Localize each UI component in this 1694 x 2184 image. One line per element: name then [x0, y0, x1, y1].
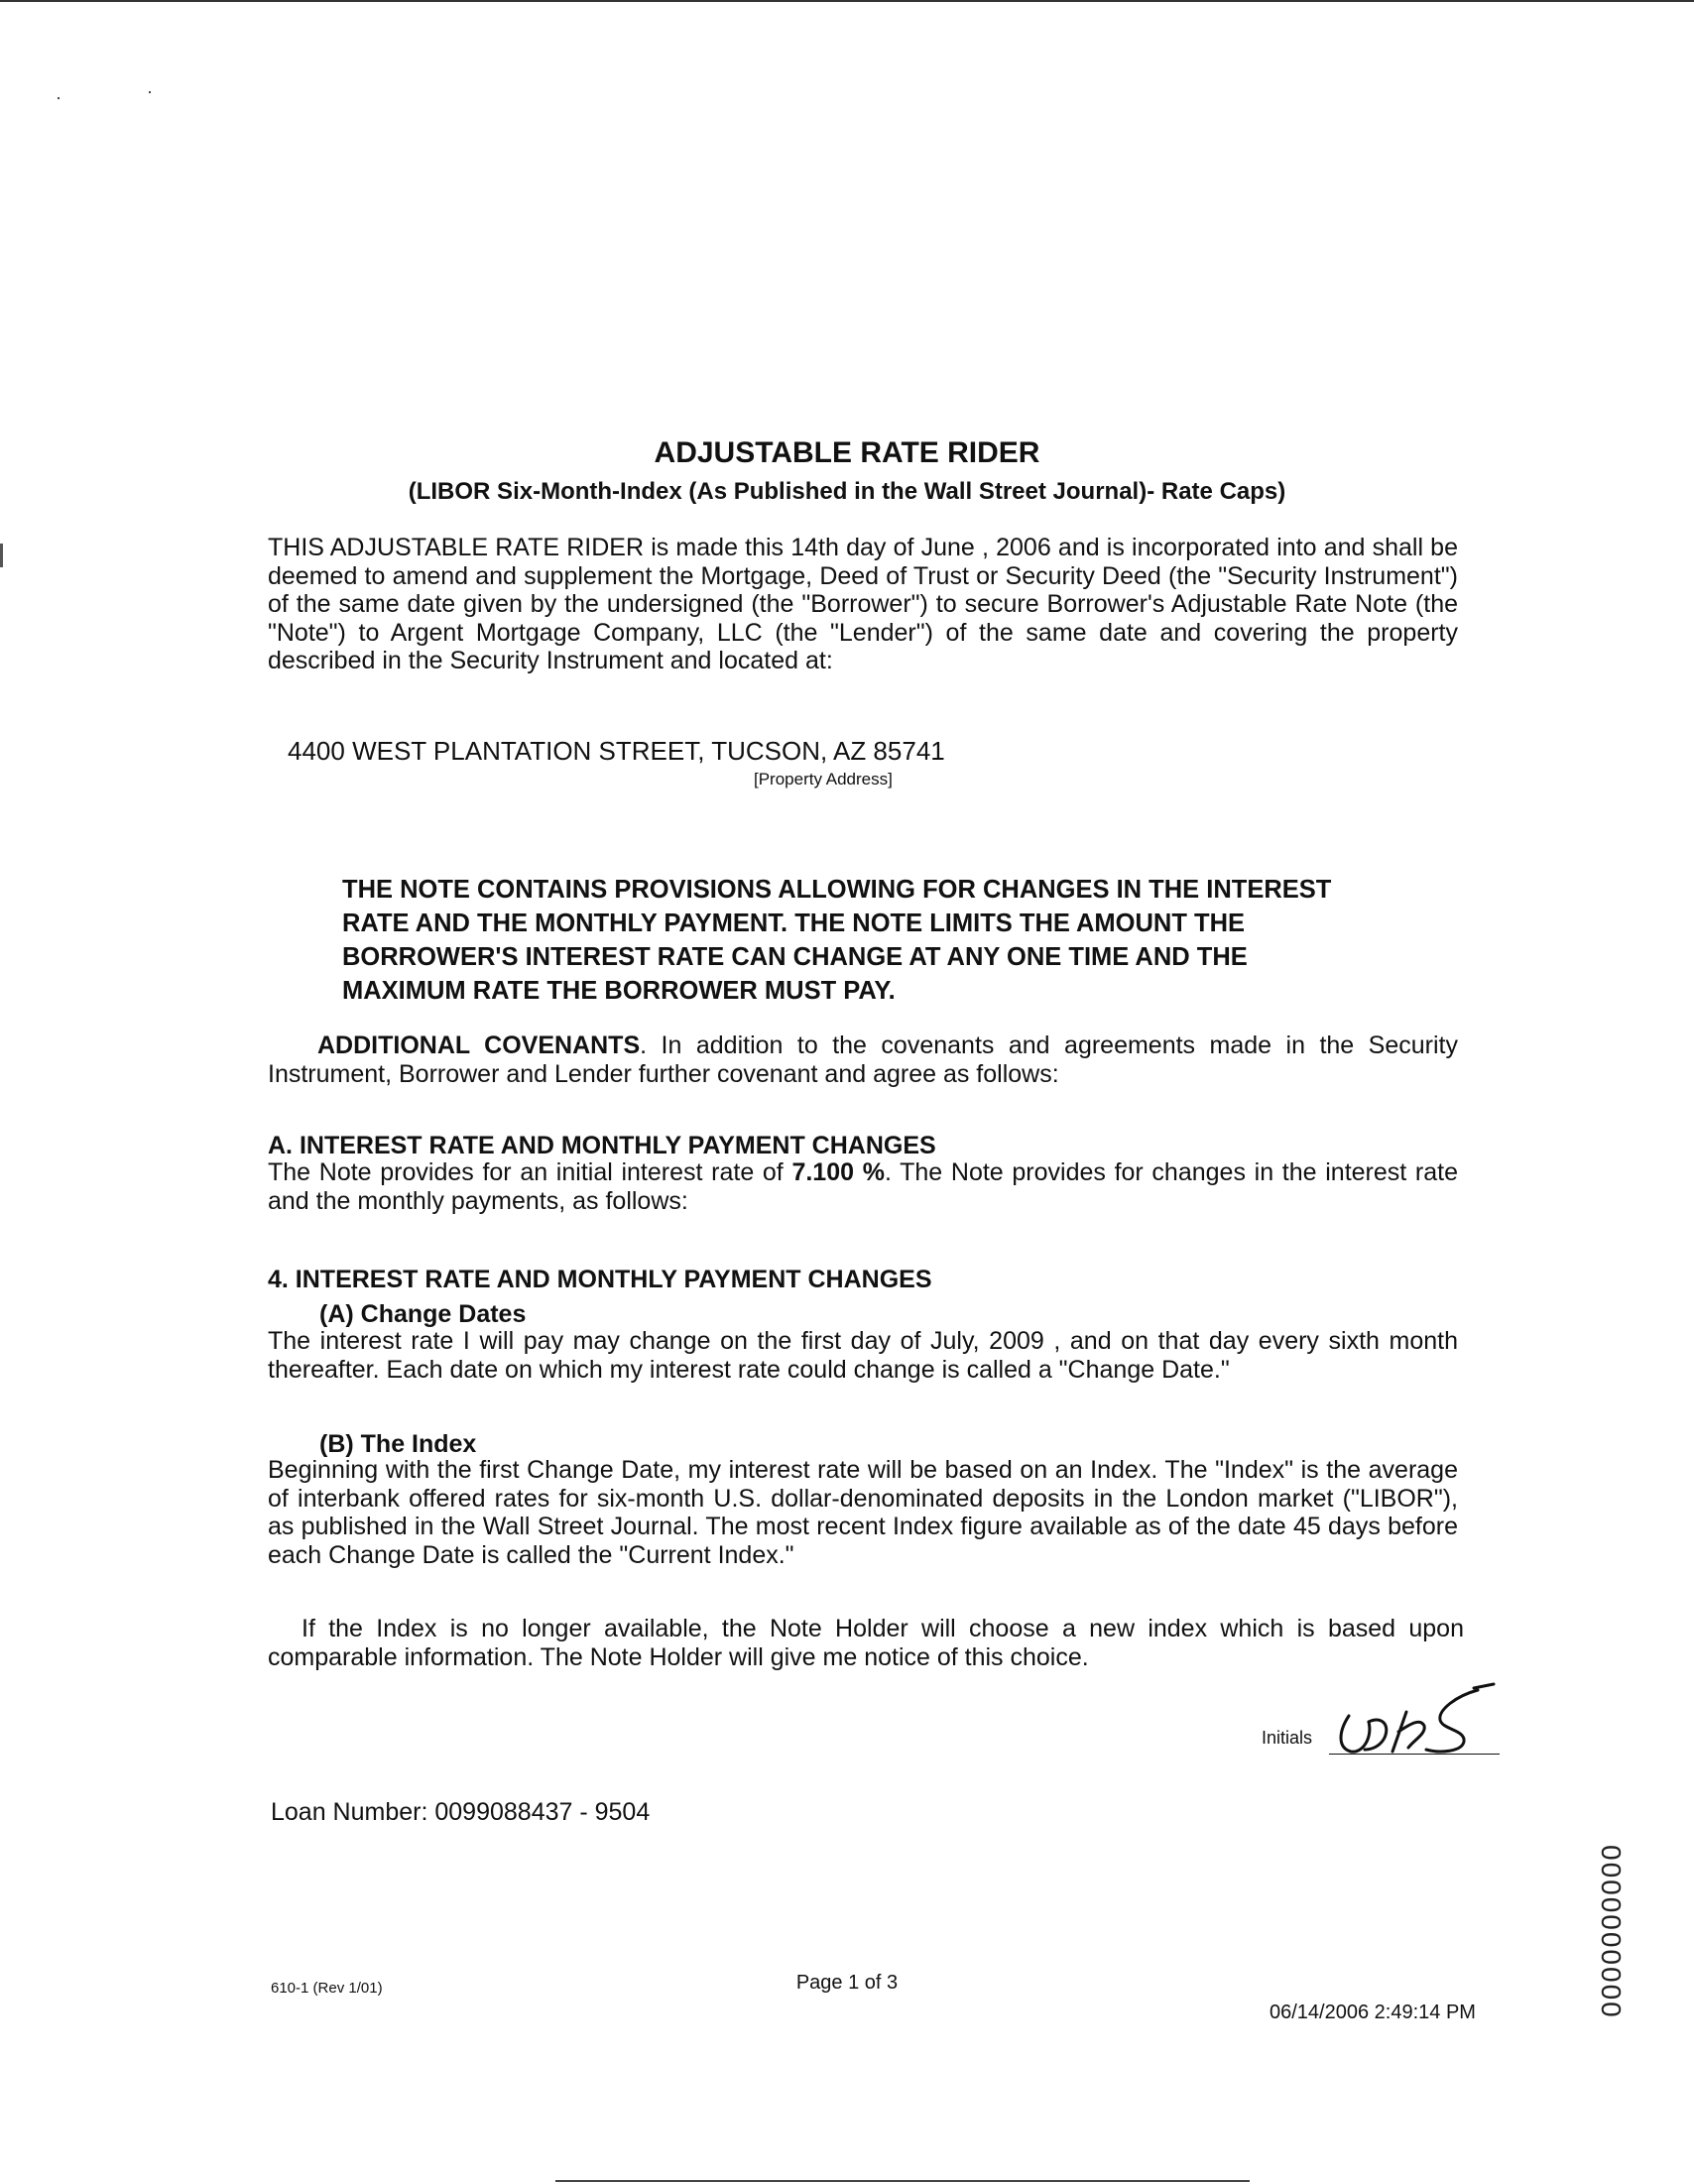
initials-label: Initials [1262, 1728, 1313, 1748]
scan-edge-top [0, 0, 1694, 2]
covenants-heading: ADDITIONAL COVENANTS [317, 1031, 641, 1059]
additional-covenants-paragraph [268, 1031, 1458, 1088]
index-heading: (B) The Index [319, 1430, 477, 1458]
page-number: Page 1 of 3 [795, 1972, 899, 1994]
property-address: 4400 WEST PLANTATION STREET, TUCSON, AZ 85741 [288, 736, 945, 766]
side-stamp-number: 0000000000 [1596, 1845, 1627, 2019]
scan-edge-left [0, 544, 3, 567]
index-paragraph: Beginning with the first Change Date, my interest rate will be based on an Index. The "Index" is the average of interbank offered rates for six-month U.S. dollar-denominated deposits in the London market ("LIBOR"), as published in the Wall Street Journal. The most recent Index figure available as of the date 45 days before each Change Date is called the "Current Index." [268, 1456, 1458, 1569]
loan-number: Loan Number: 0099088437 - 9504 [271, 1798, 651, 1826]
section-a-heading: A. INTEREST RATE AND MONTHLY PAYMENT CHANGES [268, 1132, 936, 1159]
section-a-paragraph [268, 1158, 1458, 1215]
section-a-text-after: . The Note provides for changes in the interest rate and the monthly payments, as follows: [268, 1158, 1458, 1215]
intro-paragraph: THIS ADJUSTABLE RATE RIDER is made this 14th day of June , 2006 and is incorporated into and shall be deemed to amend and supplement the Mortgage, Deed of Trust or Security Deed (the "Security Instrument") of the same date given by the undersigned (the "Borrower") to secure Borrower's Adjustable Rate Note (the "Note") to Argent Mortgage Company, LLC (the "Lender") of the same date and covering the property described in the Security Instrument and located at: [268, 534, 1458, 674]
section-a-text-before: The Note provides for an initial interest rate of [268, 1158, 792, 1186]
notice-paragraph: THE NOTE CONTAINS PROVISIONS ALLOWING FOR CHANGES IN THE INTEREST RATE AND THE MONTHLY PAYMENT. THE NOTE LIMITS THE AMOUNT THE BORROWER'S INTEREST RATE CAN CHANGE AT ANY ONE TIME AND THE MAXIMUM RATE THE BORROWER MUST PAY. [342, 876, 1332, 1005]
index-unavailable-paragraph [268, 1615, 1464, 1671]
handwritten-initials-signature [1329, 1676, 1508, 1765]
covenants-text: . In addition to the covenants and agreements made in the Security Instrument, Borrower and Lender further covenant and agree as follows: [268, 1031, 1458, 1088]
form-number: 610-1 (Rev 1/01) [271, 1980, 383, 1997]
document-subtitle: (LIBOR Six-Month-Index (As Published in the Wall Street Journal)- Rate Caps) [408, 478, 1286, 505]
print-timestamp: 06/14/2006 2:49:14 PM [1270, 2002, 1476, 2023]
document-title: ADJUSTABLE RATE RIDER [654, 436, 1040, 469]
scan-speck [149, 91, 151, 93]
change-dates-paragraph: The interest rate I will pay may change on the first day of July, 2009 , and on that day every sixth month thereafter. Each date on which my interest rate could change is called a "Change Date." [268, 1327, 1458, 1384]
change-dates-heading: (A) Change Dates [319, 1300, 527, 1328]
section-4-heading: 4. INTEREST RATE AND MONTHLY PAYMENT CHANGES [268, 1266, 932, 1293]
scan-edge-bottom [555, 2180, 1250, 2182]
property-address-label: [Property Address] [754, 770, 893, 789]
scan-speck [58, 97, 60, 99]
initial-interest-rate: 7.100 % [791, 1158, 885, 1186]
index-unavailable-text: If the Index is no longer available, the Note Holder will choose a new index which is based upon comparable information. The Note Holder will give me notice of this choice. [268, 1615, 1464, 1671]
